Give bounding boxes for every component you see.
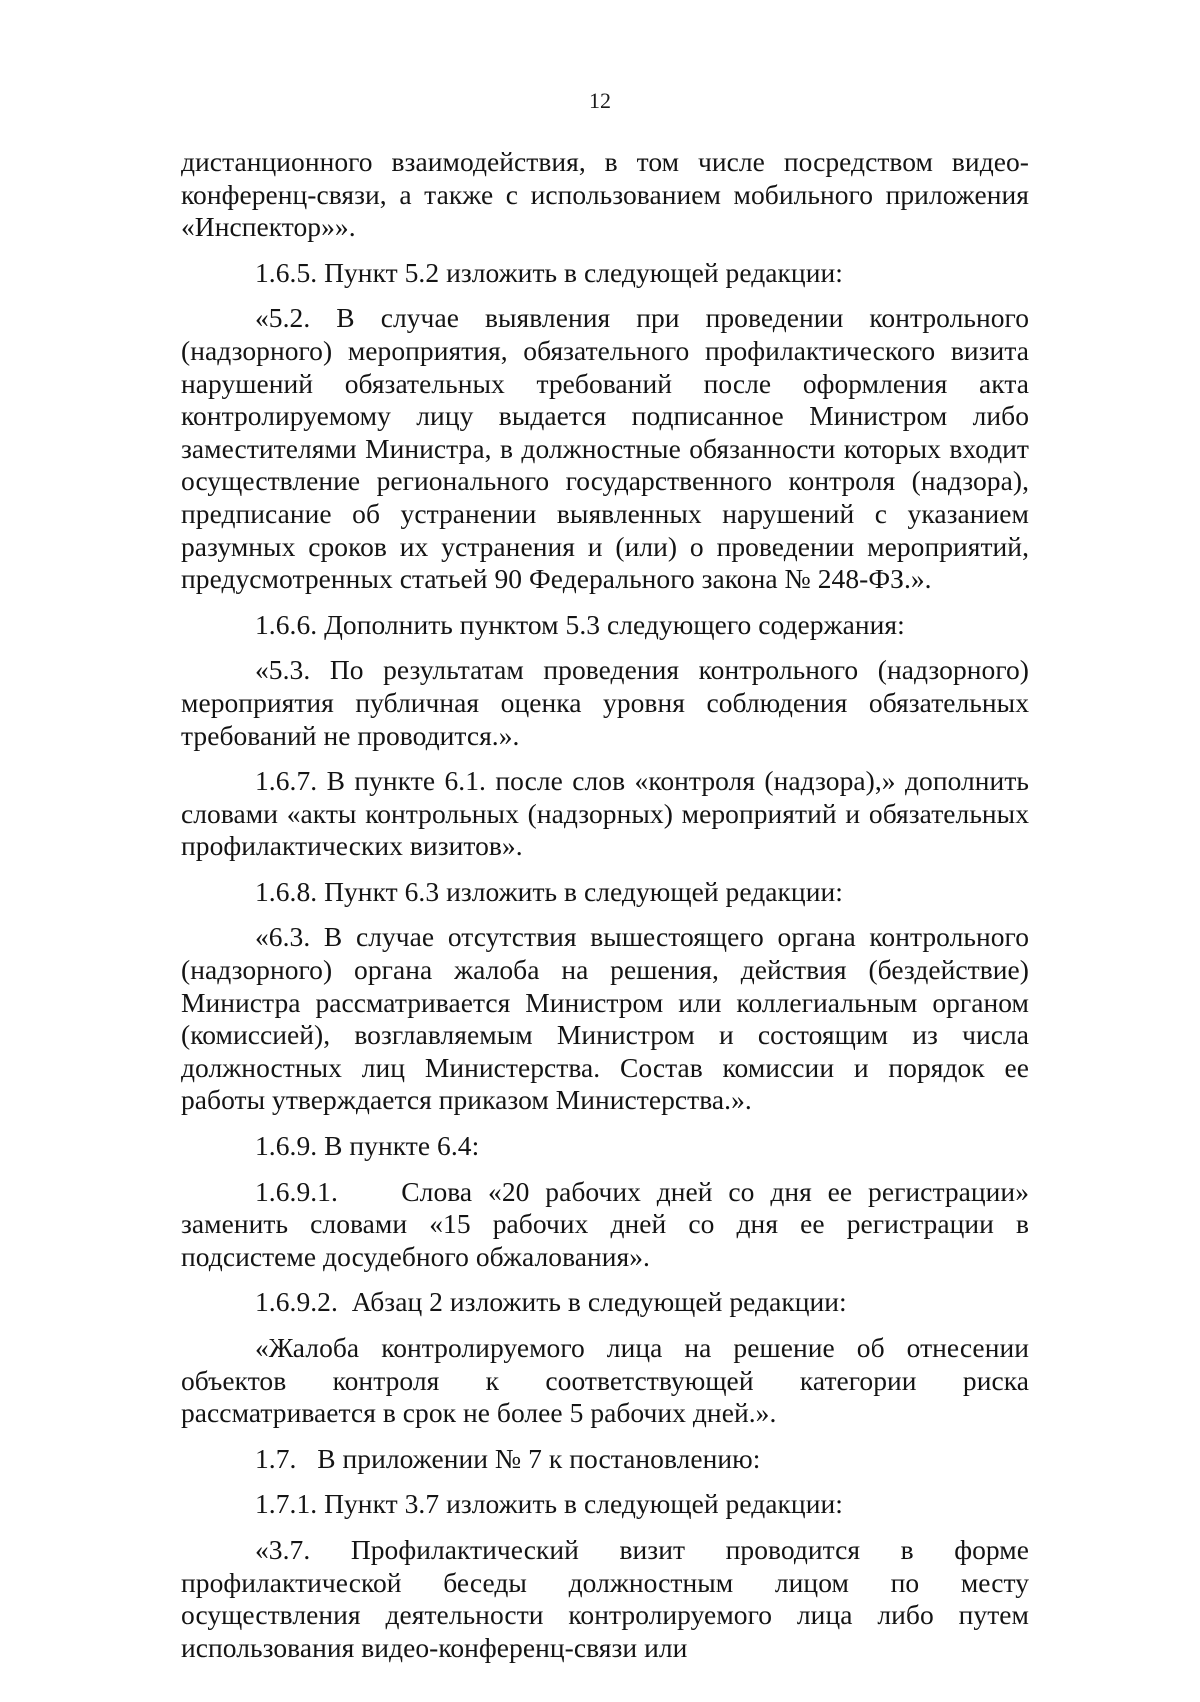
paragraph-1-7: 1.7. В приложении № 7 к постановлению:	[255, 1442, 761, 1474]
paragraph-1-6-5: 1.6.5. Пункт 5.2 изложить в следующей редакции:	[255, 256, 843, 288]
paragraph-1-6-6: 1.6.6. Дополнить пунктом 5.3 следующего содержания:	[255, 608, 905, 640]
document-body	[181, 146, 1036, 1664]
paragraph-1-6-9: 1.6.9. В пункте 6.4:	[255, 1130, 480, 1162]
paragraph-5-3-text: «5.3. По результатам проведения контрольного (надзорного) мероприятия публичная оценка уровня соблюдения обязательных требований не проводится.».	[181, 654, 1029, 751]
paragraph-5-2-text: «5.2. В случае выявления при проведении контрольного (надзорного) мероприятия, обязательного профилактического визита нарушений обязательных требований после оформления акта контролируемому лицу выдается подписанное Министром либо заместителями Министра, в должностные обязанности которых входит осуществление регионального государственного контроля (надзора), предписание об устранении выявленных нарушений с указанием разумных сроков их устранения и (или) о проведении мероприятий, предусмотренных статьей 90 Федерального закона № 248-ФЗ.».	[181, 302, 1029, 595]
paragraph-1-6-8: 1.6.8. Пункт 6.3 изложить в следующей редакции:	[255, 875, 843, 907]
paragraph-3-7-text: «3.7. Профилактический визит проводится в форме профилактической беседы должностным лицом по месту осуществления деятельности контролируемого лица либо путем использования видео-конференц-связи или	[181, 1533, 1029, 1663]
page-number: 12	[589, 88, 611, 113]
paragraph-1-6-9-1: 1.6.9.1. Слова «20 рабочих дней со дня ее регистрации» заменить словами «15 рабочих дней со дня ее регистрации в подсистеме досудебного обжалования».	[181, 1175, 1036, 1272]
paragraph-1-6-7: 1.6.7. В пункте 6.1. после слов «контроля (надзора),» дополнить словами «акты контрольных (надзорных) мероприятий и обязательных профилактических визитов».	[181, 765, 1029, 862]
paragraph-1-7-1: 1.7.1. Пункт 3.7 изложить в следующей редакции:	[255, 1488, 843, 1520]
paragraph-6-3-text: «6.3. В случае отсутствия вышестоящего органа контрольного (надзорного) органа жалоба на решения, действия (бездействие) Министра рассматривается Министром или коллегиальным органом (комиссией), возглавляемым Министром и состоящим из числа должностных лиц Министерства. Состав комиссии и порядок ее работы утверждается приказом Министерства.».	[181, 921, 1029, 1116]
paragraph-1-6-9-2: 1.6.9.2. Абзац 2 изложить в следующей редакции:	[255, 1286, 847, 1318]
paragraph-complaint-text: «Жалоба контролируемого лица на решение об отнесении объектов контроля к соответствующей категории риска рассматривается в срок не более 5 рабочих дней.».	[181, 1332, 1029, 1429]
paragraph-continuation: дистанционного взаимодействия, в том числе посредством видео-конференц-связи, а также с использованием мобильного приложения «Инспектор»».	[181, 146, 1029, 243]
